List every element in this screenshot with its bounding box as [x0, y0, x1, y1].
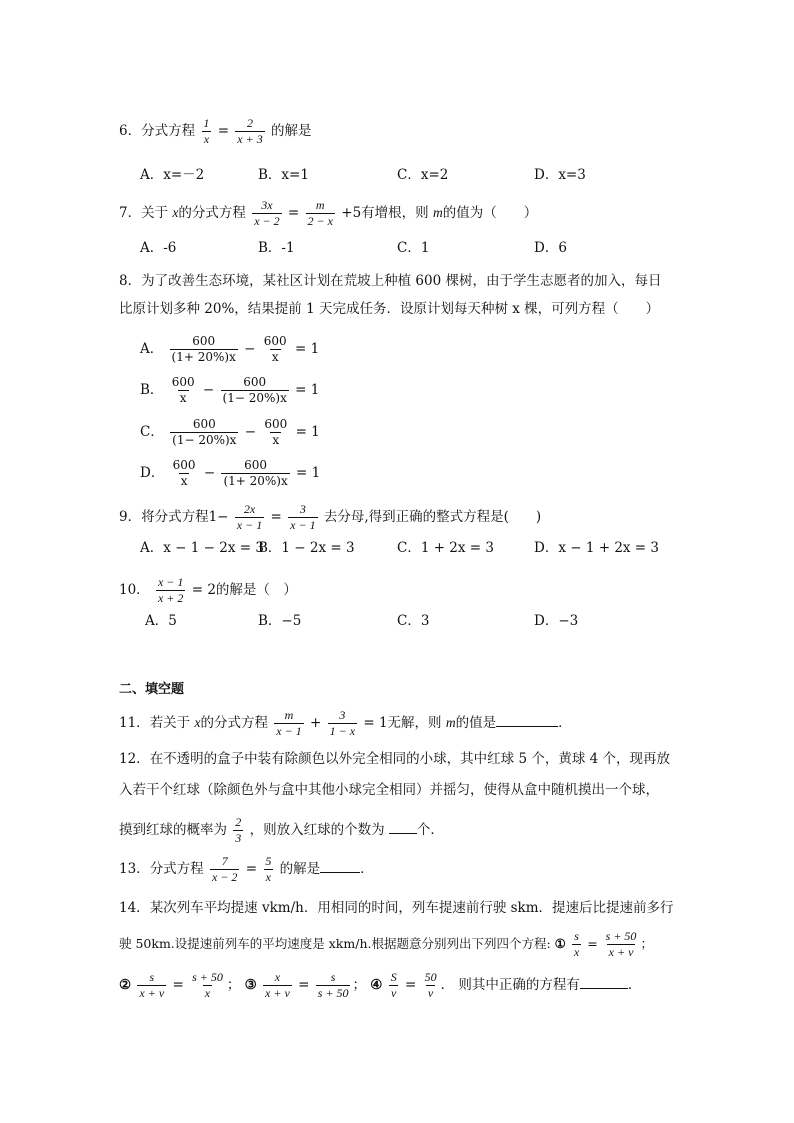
question-text: 的值是: [455, 715, 497, 731]
option-d: D．x=3: [534, 167, 586, 183]
numerator: 2x: [243, 502, 256, 516]
question-14-line-3: [119, 970, 641, 1001]
question-7: [119, 198, 537, 229]
question-number: 12．: [119, 751, 150, 767]
denominator: x: [180, 474, 188, 488]
denominator: (1+ 20%)x: [223, 474, 288, 488]
question-13: [119, 854, 374, 885]
option-a: A．5: [145, 613, 177, 629]
question-text: 的分式方程: [200, 715, 268, 731]
variable: m: [445, 715, 456, 730]
option-c: [140, 417, 320, 448]
variable: m: [432, 205, 443, 220]
question-text: 某次列车平均提速 vkm/h．用相同的时间，列车提速前行驶 skm．提速后比提速前多行: [149, 900, 674, 916]
denominator: x + 3: [237, 132, 263, 146]
question-9: [119, 502, 541, 533]
numerator: m: [284, 708, 294, 722]
option-c: C．1: [397, 240, 430, 256]
numerator: 5: [265, 854, 272, 868]
numerator: 600: [263, 334, 287, 348]
question-number: 6．: [119, 123, 142, 139]
question-text: 的分式方程: [178, 205, 246, 221]
question-text: 个．: [416, 822, 444, 838]
denominator: x − 1: [290, 518, 316, 532]
denominator: 3: [235, 831, 242, 845]
denominator: x − 2: [254, 214, 280, 228]
question-8-line-2: 比原计划多种 20%，结果提前 1 天完成任务．设原计划每天种树 x 棵，可列方程（ ）: [119, 301, 660, 317]
denominator: (1− 20%)x: [172, 433, 237, 447]
fraction: [137, 970, 166, 1001]
option-d: D．x − 1 + 2x = 3: [534, 540, 660, 556]
answer-blank[interactable]: [389, 819, 417, 834]
question-text: 有增根，则: [361, 205, 429, 221]
question-14-line-1: [119, 898, 674, 918]
equation-rhs: = 1: [294, 341, 320, 357]
option-b: B．x=1: [258, 167, 309, 183]
equation-rhs: = 1: [296, 465, 321, 481]
question-text: +5: [341, 205, 362, 221]
fraction: [156, 575, 185, 606]
question-text: 分式方程: [141, 123, 196, 139]
question-12-line-1: [119, 749, 670, 769]
numerator: 2: [235, 815, 242, 829]
denominator: 1 − x: [329, 724, 356, 738]
option-b: B．-1: [258, 240, 295, 256]
question-text: 则其中正确的方程有: [458, 977, 580, 993]
denominator: x − 2: [211, 870, 238, 884]
denominator: 2 − x: [307, 214, 333, 228]
fraction: [235, 116, 264, 147]
equation-rhs: = 1: [295, 382, 320, 398]
fraction: [262, 334, 289, 365]
option-a: A．x=－2: [140, 167, 205, 183]
minus-sign: −: [203, 465, 216, 481]
numerator: s + 50: [192, 970, 223, 984]
question-text: 驶 50km.设提速前列车的平均速度是 xkm/h.根据题意分别列出下列四个方程:: [119, 936, 551, 951]
question-text: 在不透明的盒子中装有除颜色以外完全相同的小球，其中红球 5 个，黄球 4 个，现再放: [149, 751, 671, 767]
numerator: x: [274, 970, 281, 984]
question-text: = 1无解，则: [363, 715, 442, 731]
minus-sign: −: [244, 341, 256, 357]
variable: x: [172, 205, 179, 220]
fraction: [235, 502, 264, 533]
plus-sign: +: [310, 715, 322, 731]
question-text: 若关于: [149, 715, 191, 731]
numerator: 3x: [261, 198, 273, 212]
option-d: D．6: [534, 240, 567, 256]
numerator: 600: [243, 375, 267, 389]
question-text: 分式方程: [149, 861, 204, 877]
option-b: B．−5: [258, 613, 302, 629]
numerator: x − 1: [157, 575, 184, 589]
numerator: 1: [203, 116, 210, 130]
question-text: 去分母,得到正确的整式方程是( ): [323, 509, 542, 525]
equation-rhs: = 1: [295, 424, 320, 440]
question-number: 13．: [119, 861, 150, 877]
question-text: 的解是: [279, 861, 321, 877]
question-text: 摸到红球的概率为: [119, 822, 227, 838]
punctuation: ；: [226, 977, 241, 993]
option-label: B．: [140, 382, 164, 398]
equals-sign: =: [587, 936, 598, 951]
numerator: s: [574, 929, 579, 943]
equals-sign: =: [245, 861, 258, 877]
numerator: m: [315, 198, 325, 212]
denominator: x: [203, 132, 210, 146]
equals-sign: =: [404, 977, 417, 993]
denominator: v: [427, 986, 434, 1000]
answer-blank[interactable]: [496, 712, 558, 727]
circled-two-marker: ②: [119, 977, 132, 993]
question-number: 8．: [119, 273, 142, 289]
question-number: 9．: [119, 509, 142, 525]
question-text: ，则放入红球的个数为: [249, 822, 389, 838]
fraction: [328, 708, 357, 739]
denominator: x: [204, 986, 211, 1000]
numerator: 50: [424, 970, 437, 984]
fraction: [210, 854, 239, 885]
denominator: s + 50: [317, 986, 349, 1000]
section-heading: 二、填空题: [119, 682, 185, 697]
question-text: 的解是: [271, 123, 312, 139]
denominator: x − 1: [276, 724, 302, 738]
fraction: [263, 854, 273, 885]
fraction: [604, 929, 639, 960]
fraction: [572, 929, 581, 960]
minus-sign: −: [202, 382, 215, 398]
denominator: (1+ 20%)x: [171, 350, 236, 364]
punctuation: ；: [352, 977, 366, 993]
fraction: [221, 458, 289, 489]
equation-term: 1−: [208, 509, 229, 525]
answer-blank[interactable]: [320, 858, 360, 873]
numerator: 600: [192, 417, 216, 431]
option-c: C．1 + 2x = 3: [397, 540, 494, 556]
fraction: [274, 708, 303, 739]
minus-sign: −: [244, 424, 257, 440]
denominator: x: [573, 945, 580, 959]
numerator: 600: [171, 375, 195, 389]
question-number: 7．: [119, 205, 142, 221]
fraction: [316, 970, 351, 1001]
question-text: 将分式方程: [141, 509, 209, 525]
numerator: 7: [221, 854, 228, 868]
numerator: 2: [247, 116, 254, 130]
equals-sign: =: [287, 205, 300, 221]
denominator: x + v: [139, 986, 165, 1000]
denominator: x + v: [608, 945, 634, 959]
denominator: x + v: [265, 986, 290, 1000]
fraction: [288, 502, 317, 533]
equals-sign: =: [298, 977, 310, 993]
punctuation: ．: [440, 977, 455, 993]
question-text: 的值为（ ）: [442, 205, 538, 221]
fraction: [263, 970, 292, 1001]
equals-sign: =: [172, 977, 184, 993]
fraction: [252, 198, 281, 229]
denominator: x: [265, 870, 271, 884]
circled-one-marker: ①: [554, 936, 566, 951]
circled-four-marker: ④: [370, 977, 383, 993]
question-12-line-3: [119, 815, 444, 846]
fraction: [389, 970, 399, 1001]
option-a: A．-6: [140, 240, 177, 256]
numerator: s: [330, 970, 336, 984]
fraction: [170, 375, 197, 406]
question-text: 为了改善生态环境，某社区计划在荒坡上种植 600 棵树，由于学生志愿者的加入，每日: [141, 273, 662, 289]
numerator: 600: [192, 334, 216, 348]
denominator: x + 2: [157, 591, 184, 605]
denominator: x: [271, 350, 279, 364]
fraction: [306, 198, 335, 229]
question-number: 10．: [119, 582, 150, 598]
option-a: A．x − 1 − 2x = 3: [140, 540, 264, 556]
fraction: [262, 417, 289, 448]
probability-fraction: [233, 815, 243, 846]
option-b: [140, 375, 319, 406]
punctuation: ．: [627, 977, 642, 993]
option-c: C．3: [397, 613, 430, 629]
question-10: [119, 575, 297, 606]
numerator: s: [149, 970, 155, 984]
option-label: C．: [140, 424, 164, 440]
numerator: S: [390, 970, 397, 984]
option-d: D．−3: [534, 613, 579, 629]
circled-three-marker: ③: [244, 977, 257, 993]
denominator: x: [179, 391, 187, 405]
question-number: 14．: [119, 900, 150, 916]
option-c: C．x=2: [397, 167, 449, 183]
option-label: A．: [140, 341, 164, 357]
question-11: [119, 708, 572, 739]
fraction: [171, 458, 198, 489]
numerator: 600: [264, 417, 288, 431]
question-14-line-2: [119, 929, 653, 960]
numerator: s + 50: [605, 929, 637, 943]
equals-sign: =: [270, 509, 282, 525]
denominator: x − 1: [236, 518, 263, 532]
question-number: 11．: [119, 715, 150, 731]
fraction: [170, 417, 238, 448]
denominator: v: [391, 986, 397, 1000]
punctuation: ；: [640, 936, 653, 951]
fraction: [190, 970, 225, 1001]
question-8-line-1: [119, 271, 661, 291]
punctuation: ．: [558, 715, 572, 731]
numerator: 600: [244, 458, 268, 472]
option-label: D．: [140, 465, 165, 481]
denominator: (1− 20%)x: [222, 391, 287, 405]
equals-sign: =: [217, 123, 229, 139]
question-text: = 2的解是（ ）: [191, 582, 297, 598]
numerator: 3: [299, 502, 306, 516]
numerator: 3: [339, 708, 346, 722]
punctuation: ．: [360, 861, 374, 877]
numerator: 600: [172, 458, 196, 472]
denominator: x: [272, 433, 280, 447]
option-a: [140, 334, 319, 365]
question-text: 关于: [141, 205, 169, 221]
question-6: [119, 116, 312, 147]
answer-blank[interactable]: [580, 974, 628, 989]
variable: x: [194, 715, 201, 730]
question-12-line-2: 入若干个红球（除颜色外与盒中其他小球完全相同）并摇匀，使得从盒中随机摸出一个球，: [119, 782, 659, 798]
fraction: [201, 116, 211, 147]
option-b: B．1 − 2x = 3: [258, 540, 355, 556]
fraction: [423, 970, 439, 1001]
fraction: [170, 334, 238, 365]
fraction: [221, 375, 289, 406]
option-d: [140, 458, 320, 489]
